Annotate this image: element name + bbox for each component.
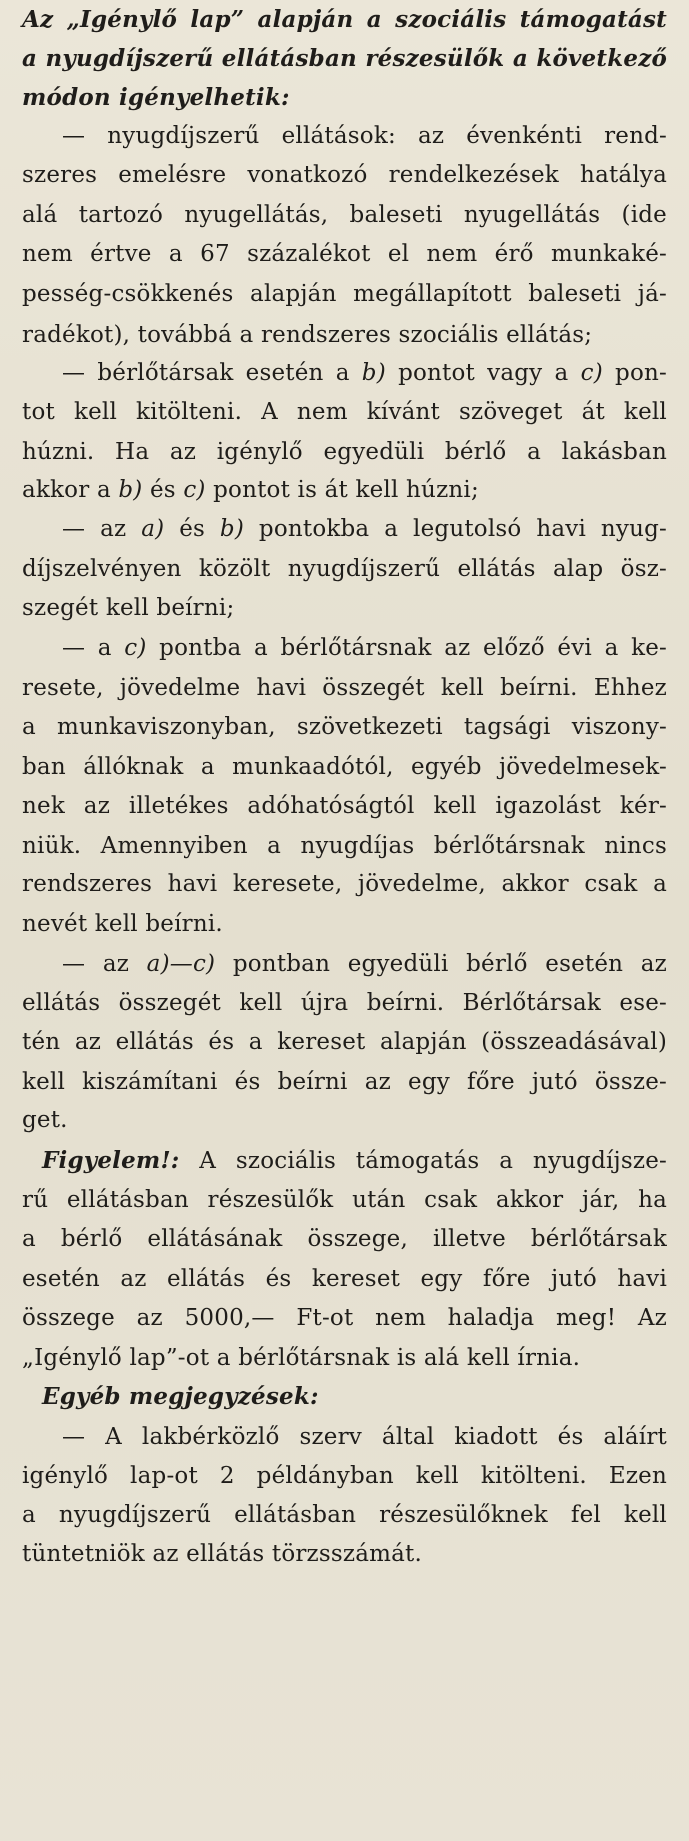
text-line <box>22 630 667 666</box>
text-line <box>22 80 667 116</box>
text-line <box>22 1379 667 1415</box>
text-line <box>22 1458 667 1494</box>
text-segment: radékot), továbbá a rendszeres szociális ellátás; <box>22 322 593 348</box>
item-reference: b) <box>361 360 386 386</box>
text-line <box>22 394 667 430</box>
text-segment: pontot vagy a <box>385 360 581 386</box>
text-segment: kell kiszámítani és beírni az egy főre jutó össze- <box>22 1069 667 1095</box>
text-segment: niük. Amennyiben a nyugdíjas bérlőtársnak nincs <box>22 833 667 859</box>
emphasis-text: Az „Igénylő lap” alapján a szociális támogatást <box>22 6 667 33</box>
text-line <box>22 1261 667 1297</box>
text-line <box>22 1102 667 1138</box>
text-segment: pesség-csökkenés alapján megállapított baleseti já- <box>22 281 667 307</box>
text-segment: pon- <box>602 360 667 386</box>
text-segment: ellátás összegét kell újra beírni. Bérlőtársak ese- <box>22 990 667 1016</box>
text-line <box>22 590 667 626</box>
item-reference: b) <box>219 516 245 542</box>
text-segment: — a <box>62 635 125 661</box>
text-line <box>22 355 667 391</box>
text-segment: alá tartozó nyugellátás, baleseti nyugellátás (ide <box>22 202 667 228</box>
text-line <box>22 866 667 902</box>
text-line <box>22 1536 667 1572</box>
text-segment: — bérlőtársak esetén a <box>62 360 362 386</box>
text-segment: „Igénylő lap”-ot a bérlőtársnak is alá kell írnia. <box>22 1345 581 1371</box>
text-line <box>22 1497 667 1533</box>
text-segment: rendszeres havi keresete, jövedelme, akkor csak a <box>22 871 667 897</box>
text-line <box>22 41 667 77</box>
text-line <box>22 828 667 864</box>
text-line <box>22 157 667 193</box>
text-segment: nevét kell beírni. <box>22 911 223 937</box>
item-reference: a)—c) <box>146 951 216 977</box>
text-line <box>22 1064 667 1100</box>
text-line <box>22 1419 667 1455</box>
item-reference: b) <box>118 477 143 503</box>
text-segment: és <box>164 516 220 542</box>
text-segment: akkor a <box>22 477 119 503</box>
text-line <box>22 236 667 272</box>
item-reference: c) <box>183 477 206 503</box>
text-line <box>22 749 667 785</box>
text-segment: szegét kell beírni; <box>22 595 235 621</box>
text-segment: — A lakbérközlő szerv által kiadott és aláírt <box>62 1424 667 1450</box>
text-segment: díjszelvényen közölt nyugdíjszerű ellátás alap ösz- <box>22 556 667 582</box>
text-segment: — az <box>62 951 147 977</box>
text-line <box>22 709 667 745</box>
text-line <box>22 317 667 353</box>
text-segment: igénylő lap-ot 2 példányban kell kitölteni. Ezen <box>22 1463 667 1489</box>
text-segment: A szociális támogatás a nyugdíjsze- <box>179 1148 667 1174</box>
text-segment: a nyugdíjszerű ellátásban részesülőknek fel kell <box>22 1502 667 1528</box>
text-segment: pontba a bérlőtársnak az előző évi a ke- <box>146 635 667 661</box>
text-segment: nem értve a 67 százalékot el nem érő munkaké- <box>22 241 667 267</box>
text-line <box>22 1024 667 1060</box>
text-segment: resete, jövedelme havi összegét kell beírni. Ehhez <box>22 675 667 701</box>
text-segment: — az <box>62 516 142 542</box>
text-line <box>22 118 667 154</box>
text-line <box>22 1340 667 1376</box>
text-line <box>22 197 667 233</box>
text-line <box>22 1221 667 1257</box>
text-line <box>22 551 667 587</box>
text-line <box>22 2 667 38</box>
text-segment: nek az illetékes adóhatóságtól kell igazolást kér- <box>22 793 667 819</box>
emphasis-text: Figyelem!: <box>42 1147 180 1174</box>
text-segment: esetén az ellátás és kereset egy főre jutó havi <box>22 1266 667 1292</box>
text-segment: ban állóknak a munkaadótól, egyéb jövedelmesek- <box>22 754 667 780</box>
text-segment: a bérlő ellátásának összege, illetve bérlőtársak <box>22 1226 667 1252</box>
text-segment: összege az 5000,— Ft-ot nem haladja meg! Az <box>22 1305 667 1331</box>
item-reference: a) <box>141 516 165 542</box>
item-reference: c) <box>580 360 603 386</box>
text-segment: tüntetniök az ellátás törzsszámát. <box>22 1541 422 1567</box>
text-segment: szeres emelésre vonatkozó rendelkezések hatálya <box>22 162 667 188</box>
text-segment: a munkaviszonyban, szövetkezeti tagsági viszony- <box>22 714 667 740</box>
text-line <box>22 472 667 508</box>
text-segment: és <box>142 477 184 503</box>
text-segment: tot kell kitölteni. A nem kívánt szöveget át kell <box>22 399 667 425</box>
text-line <box>22 906 667 942</box>
text-line <box>22 946 667 982</box>
text-segment: get. <box>22 1107 68 1133</box>
text-segment: pontot is át kell húzni; <box>205 477 479 503</box>
text-segment: rű ellátásban részesülők után csak akkor jár, ha <box>22 1187 667 1213</box>
text-segment: pontban egyedüli bérlő esetén az <box>215 951 668 977</box>
emphasis-text: a nyugdíjszerű ellátásban részesülők a következő <box>22 45 667 72</box>
text-line <box>22 276 667 312</box>
text-line <box>22 434 667 470</box>
text-line <box>22 511 667 547</box>
text-segment: tén az ellátás és a kereset alapján (összeadásával) <box>22 1029 667 1055</box>
emphasis-text: Egyéb megjegyzések: <box>42 1383 319 1410</box>
text-segment: húzni. Ha az igénylő egyedüli bérlő a lakásban <box>22 439 667 465</box>
text-line <box>22 985 667 1021</box>
text-segment: pontokba a legutolsó havi nyug- <box>244 516 668 542</box>
text-line <box>22 1182 667 1218</box>
text-line <box>22 1143 667 1179</box>
text-segment: — nyugdíjszerű ellátások: az évenkénti rend- <box>62 123 667 149</box>
text-line <box>22 788 667 824</box>
text-line <box>22 1300 667 1336</box>
emphasis-text: módon igényelhetik: <box>22 84 290 111</box>
text-line <box>22 670 667 706</box>
item-reference: c) <box>124 635 147 661</box>
